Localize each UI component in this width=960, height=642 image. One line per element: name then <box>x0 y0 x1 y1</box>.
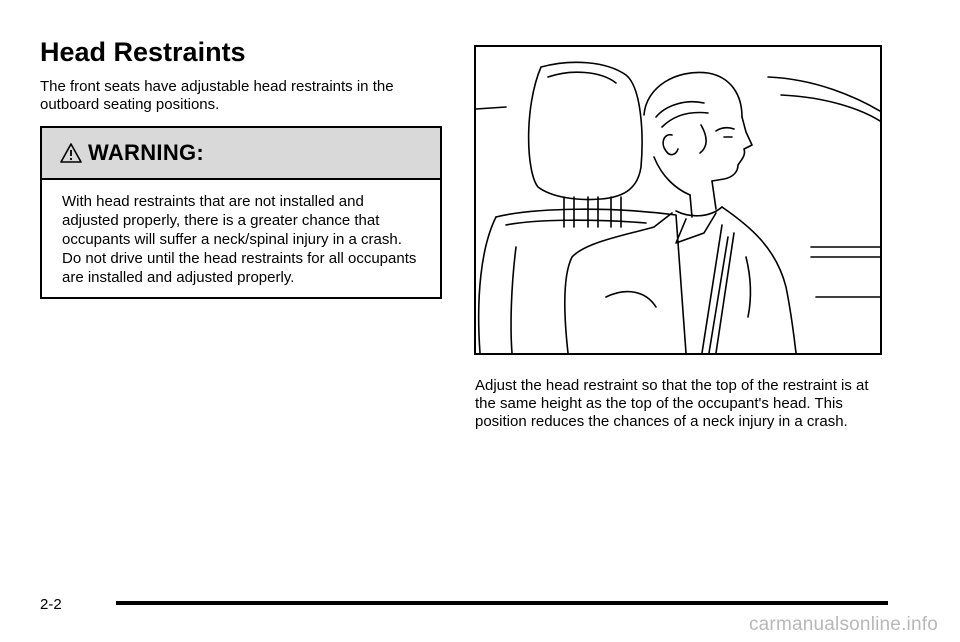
page-title: Head Restraints <box>40 37 246 67</box>
warning-header <box>42 128 440 180</box>
page-number: 2-2 <box>40 596 62 613</box>
illustration-caption: Adjust the head restraint so that the top of the restraint is at the same height as the top of the occupant's head. This position reduces the chances of a neck injury in a crash. <box>475 377 869 430</box>
intro-paragraph: The front seats have adjustable head restraints in the outboard seating positions. <box>40 78 394 113</box>
watermark-text: carmanualsonline.info <box>748 614 938 635</box>
head-restraint-illustration <box>474 45 882 355</box>
warning-text: With head restraints that are not installed and adjusted properly, there is a greater chance that occupants will suffer a neck/spinal injury in a crash. Do not drive until the head restraints for all occupants are installed and adjusted properly. <box>62 193 417 286</box>
warning-triangle-icon <box>60 142 82 164</box>
warning-title: WARNING: <box>88 140 205 165</box>
warning-box <box>40 126 442 299</box>
footer-rule <box>116 601 888 605</box>
